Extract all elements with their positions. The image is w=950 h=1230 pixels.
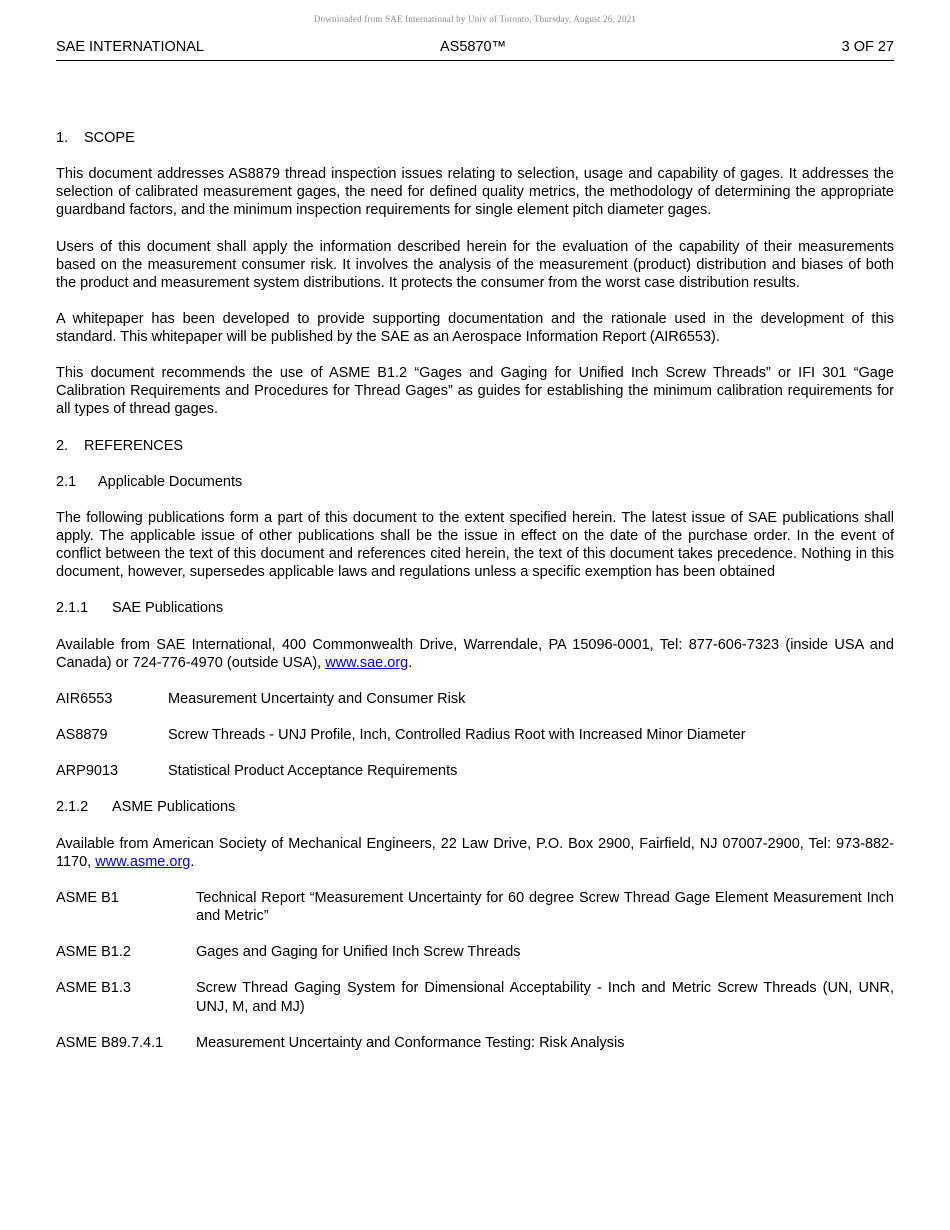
download-watermark: Downloaded from SAE International by Univ of Toronto, Thursday, August 26, 2021 — [313, 14, 637, 24]
reference-entry — [56, 1034, 894, 1052]
scope-paragraph: This document recommends the use of ASME B1.2 “Gages and Gaging for Unified Inch Screw Threads” or IFI 301 “Gage Calibration Requirements and Procedures for Thread Gages” as guides for establishing the minimum calibration requirements for all types of thread gages. — [56, 365, 894, 418]
sae-availability-text: Available from SAE International, 400 Commonwealth Drive, Warrendale, PA 15096-0001, Tel: 877-606-7323 (inside USA and Canada) or 724-776-4970 (outside USA), — [56, 636, 894, 671]
document-body — [56, 129, 894, 1070]
subsection-number: 2.1 — [56, 473, 77, 490]
asme-website-link[interactable]: www.asme.org — [95, 853, 191, 870]
reference-code: ASME B1.2 — [56, 944, 131, 961]
header-org: SAE INTERNATIONAL — [56, 39, 204, 55]
scope-paragraph: Users of this document shall apply the information described herein for the evaluation of the capability of their measurements based on the measurement consumer risk. It involves the analysis of the measurement (product) distribution and biases of both the product and measurement system distributions. It protects the consumer from the worst case distribution results. — [56, 238, 894, 291]
reference-title: Measurement Uncertainty and Conformance Testing: Risk Analysis — [196, 1034, 625, 1051]
section-title: SCOPE — [84, 130, 135, 146]
reference-code: AS8879 — [56, 727, 108, 744]
reference-title: Gages and Gaging for Unified Inch Screw Threads — [196, 944, 521, 961]
reference-title: Screw Thread Gaging System for Dimensional Acceptability - Inch and Metric Screw Threads (UN, UNR, UNJ, M, and MJ) — [196, 980, 894, 1015]
subsection-heading-sae-publications — [56, 599, 894, 617]
subsection-heading-asme-publications — [56, 798, 894, 816]
reference-entry — [56, 943, 894, 961]
asme-availability-text: Available from American Society of Mechanical Engineers, 22 Law Drive, P.O. Box 2900, Fairfield, NJ 07007-2900, Tel: 973-882-1170, — [56, 835, 894, 870]
sae-availability-paragraph: Available from SAE International, 400 Commonwealth Drive, Warrendale, PA 15096-0001, Tel: 877-606-7323 (inside USA and Canada) or 724-776-4970 (outside USA), www.sae.org. — [56, 636, 894, 671]
header-doc-number: AS5870™ — [440, 39, 507, 55]
reference-title: Statistical Product Acceptance Requirements — [168, 763, 458, 780]
subsection-title: ASME Publications — [112, 799, 236, 816]
reference-code: ASME B1 — [56, 889, 119, 906]
reference-title: Technical Report “Measurement Uncertainty for 60 degree Screw Thread Gage Element Measurement Inch and Metric” — [196, 889, 894, 925]
page-header — [56, 38, 894, 61]
reference-title: Screw Threads - UNJ Profile, Inch, Controlled Radius Root with Increased Minor Diameter — [168, 727, 746, 744]
section-heading-references — [56, 437, 894, 455]
reference-code: AIR6553 — [56, 690, 113, 707]
subsection-number: 2.1.2 — [56, 799, 89, 816]
reference-code: ASME B1.3 — [56, 980, 131, 997]
section-title: REFERENCES — [84, 437, 184, 454]
reference-title: Measurement Uncertainty and Consumer Risk — [168, 690, 466, 707]
reference-entry — [56, 762, 894, 780]
subsection-number: 2.1.1 — [56, 600, 89, 617]
subsection-title: Applicable Documents — [98, 473, 243, 490]
asme-availability-paragraph: Available from American Society of Mechanical Engineers, 22 Law Drive, P.O. Box 2900, Fairfield, NJ 07007-2900, Tel: 973-882-1170, www.asme.org. — [56, 835, 894, 870]
section-number: 1. — [56, 130, 69, 146]
reference-entry — [56, 889, 894, 925]
reference-entry — [56, 690, 894, 708]
scope-paragraph: A whitepaper has been developed to provide supporting documentation and the rationale used in the development of this standard. This whitepaper will be published by the SAE as an Aerospace Information Report (AIR6553). — [56, 310, 894, 346]
applicable-documents-paragraph: The following publications form a part of this document to the extent specified herein. The latest issue of SAE publications shall apply. The applicable issue of other publications shall be the issue in effect on the date of the purchase order. In the event of conflict between the text of this document and references cited herein, the text of this document takes precedence. Nothing in this document, however, supersedes applicable laws and regulations unless a specific exemption has been obtained — [56, 509, 894, 581]
scope-paragraph: This document addresses AS8879 thread inspection issues relating to selection, usage and capability of gages. It addresses the selection of calibrated measurement gages, the need for defined quality metrics, the methodology of determining the appropriate guardband factors, and the minimum inspection requirements for single element pitch diameter gages. — [56, 166, 894, 219]
subsection-heading-applicable-documents — [56, 473, 894, 491]
reference-code: ASME B89.7.4.1 — [56, 1034, 164, 1051]
section-number: 2. — [56, 437, 69, 454]
reference-entry — [56, 979, 894, 1015]
subsection-title: SAE Publications — [112, 600, 224, 617]
section-heading-scope — [56, 129, 894, 147]
sae-website-link[interactable]: www.sae.org — [325, 654, 409, 671]
header-page-number: 3 OF 27 — [841, 39, 894, 55]
reference-code: ARP9013 — [56, 763, 119, 780]
reference-entry — [56, 726, 894, 744]
